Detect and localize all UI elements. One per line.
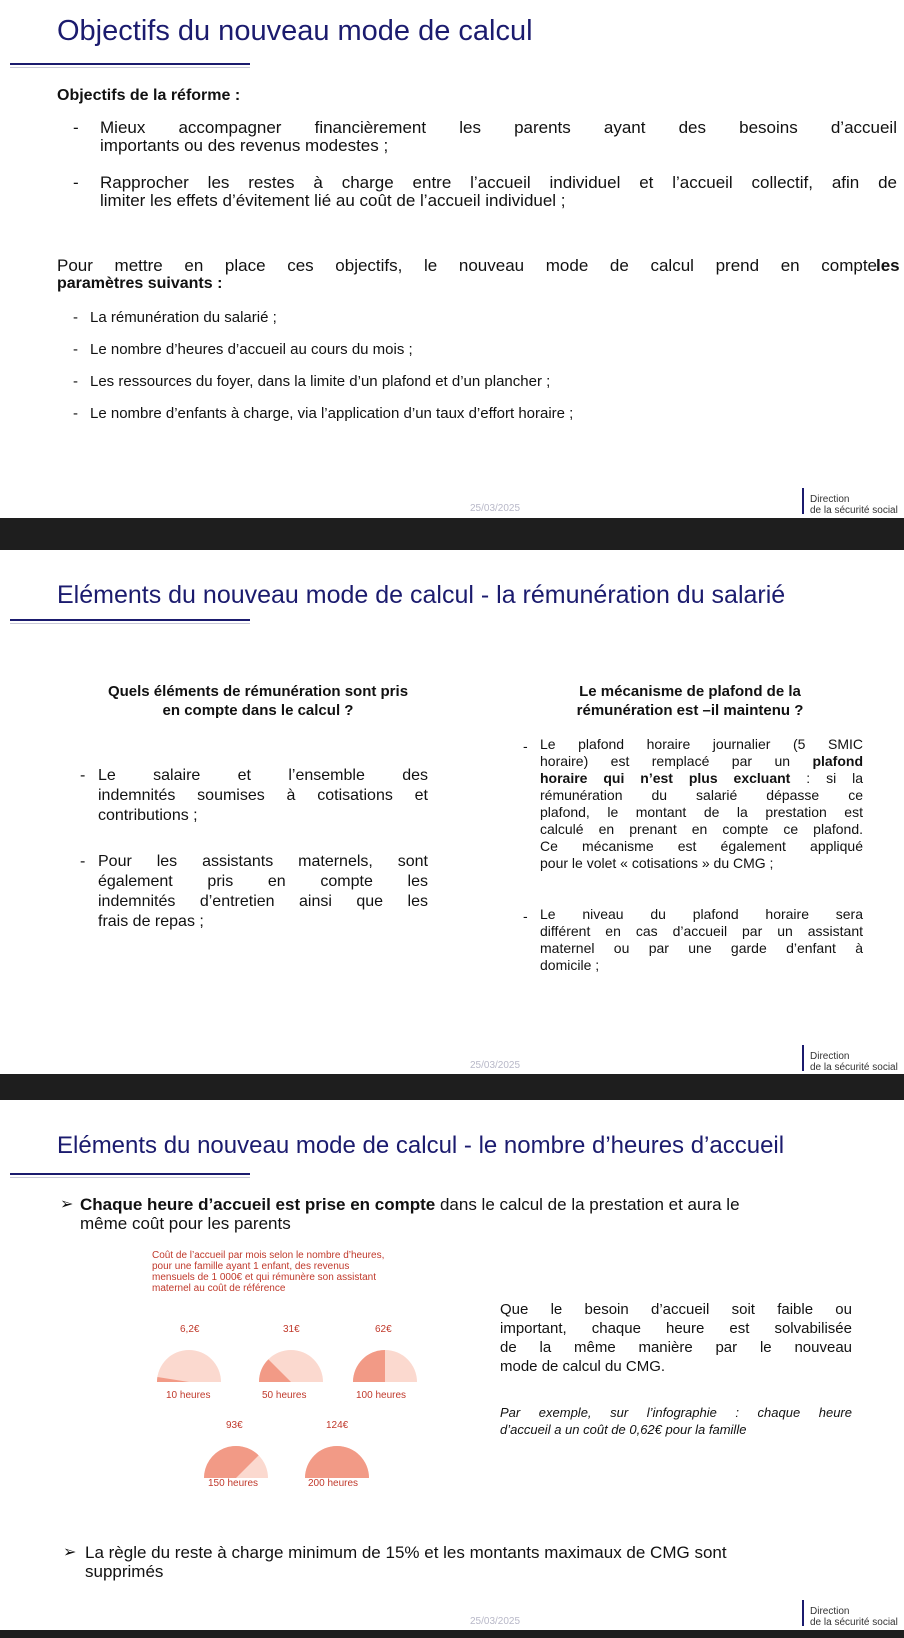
bullet-dash: - — [73, 341, 78, 358]
bullet-dash: - — [73, 173, 79, 192]
footer-org: de la sécurité social — [810, 505, 898, 516]
section-heading: Objectifs de la réforme : — [57, 87, 241, 104]
slide-title: Eléments du nouveau mode de calcul - le nombre d’heures d’accueil — [57, 1132, 785, 1159]
bullet-dash: - — [80, 853, 86, 870]
pie-chart-100h — [352, 1342, 418, 1384]
slide-objectifs — [0, 0, 904, 518]
plafond-item: Le niveau du plafond horaire sera différent en cas d’accueil par un assistant maternel ou par une garde d’enfant à domicile ; — [540, 906, 863, 973]
bullet-dash: - — [523, 908, 528, 924]
slide-title: Eléments du nouveau mode de calcul - la rémunération du salarié — [57, 581, 786, 609]
column-heading-right: Le mécanisme de plafond de la rémunération est –il maintenu ? — [576, 683, 804, 719]
column-heading-left: Quels éléments de rémunération sont pris en compte dans le calcul ? — [107, 683, 409, 719]
parameter-item: Le nombre d’heures d’accueil au cours du mois ; — [90, 341, 413, 358]
parameter-item: Le nombre d’enfants à charge, via l’application d’un taux d’effort horaire ; — [90, 405, 574, 422]
remuneration-item: Le salaire et l’ensemble des indemnités soumises à cotisations et contributions ; — [98, 767, 428, 824]
example-text: Par exemple, sur l’infographie : chaque heure d’accueil a un coût de 0,62€ pour la famille — [500, 1405, 852, 1437]
title-underline — [10, 619, 250, 621]
objective-line: limiter les effets d’évitement lié au coût de l’accueil individuel ; — [100, 191, 566, 210]
point-text: Chaque heure d’accueil est prise en compte dans le calcul de la prestation et aura le — [80, 1195, 740, 1214]
pie-slice — [305, 1446, 369, 1478]
title-underline — [10, 1173, 250, 1175]
intro-text-bold: paramètres suivants : — [57, 275, 223, 292]
pie-value: 93€ — [226, 1420, 243, 1431]
pie-value: 62€ — [375, 1324, 392, 1335]
footer-org: Direction — [810, 494, 850, 505]
pie-label: 10 heures — [166, 1390, 211, 1401]
footer-divider — [802, 488, 804, 514]
footer-divider — [802, 1600, 804, 1626]
bullet-dash: - — [73, 405, 78, 422]
pie-chart-50h — [258, 1342, 324, 1384]
footer-org: Direction — [810, 1051, 850, 1062]
footer-org: Direction — [810, 1606, 850, 1617]
bullet-dash: - — [73, 309, 78, 326]
pie-chart-200h — [304, 1438, 370, 1480]
footer-date: 25/03/2025 — [470, 503, 521, 514]
pie-label: 200 heures — [308, 1478, 359, 1489]
slide-remuneration — [0, 550, 904, 1074]
parameter-item: La rémunération du salarié ; — [90, 309, 277, 326]
plafond-item: Le plafond horaire journalier (5 SMIC horaire) est remplacé par un plafond horaire qui n’est plus excluant : si la rémunération du salarié dépasse ce plafond, le montant de la prestation est calculé en prenant en compte ce plafond. Ce mécanisme est également appliqué pour le volet « cotisations » du CMG ; — [540, 736, 863, 871]
point-text: La règle du reste à charge minimum de 15% et les montants maximaux de CMG sont — [85, 1543, 727, 1562]
slide-title: Objectifs du nouveau mode de calcul — [57, 15, 533, 47]
slide-heures-accueil — [0, 1100, 904, 1630]
title-underline-shadow — [10, 67, 250, 68]
intro-text: Pour mettre en place ces objectifs, le nouveau mode de calcul prend en compte — [57, 256, 877, 275]
footer-divider — [802, 1045, 804, 1071]
objective-line: importants ou des revenus modestes ; — [100, 136, 389, 155]
bullet-dash: - — [73, 118, 79, 137]
pie-label: 150 heures — [208, 1478, 259, 1489]
title-underline-shadow — [10, 1177, 250, 1178]
remuneration-item: Pour les assistants maternels, sont également pris en compte les indemnités d’entretien ainsi que les frais de repas ; — [98, 853, 428, 930]
title-underline-shadow — [10, 623, 250, 624]
footer-org: de la sécurité social — [810, 1062, 898, 1073]
pie-label: 50 heures — [262, 1390, 307, 1401]
pie-chart-150h — [203, 1438, 269, 1480]
bullet-dash: - — [523, 738, 528, 754]
pie-value: 124€ — [326, 1420, 349, 1431]
bullet-dash: - — [80, 767, 86, 784]
pie-base — [157, 1350, 221, 1382]
bullet-dash: - — [73, 373, 78, 390]
objective-line: Mieux accompagner financièrement les parents ayant des besoins d’accueil — [100, 118, 897, 137]
footer-date: 25/03/2025 — [470, 1616, 521, 1627]
pie-value: 31€ — [283, 1324, 300, 1335]
footer-date: 25/03/2025 — [470, 1060, 521, 1071]
footer-org: de la sécurité social — [810, 1617, 898, 1628]
parameter-item: Les ressources du foyer, dans la limite d’un plafond et d’un plancher ; — [90, 373, 551, 390]
title-underline — [10, 63, 250, 65]
infographic-caption: Coût de l’accueil par mois selon le nombre d’heures, pour une famille ayant 1 enfant, des revenus mensuels de 1 000€ et qui rémunère son assistant maternel au coût de référence — [152, 1250, 385, 1294]
pie-slice — [353, 1350, 385, 1382]
point-text: même coût pour les parents — [80, 1214, 291, 1233]
pie-value: 6,2€ — [180, 1324, 200, 1335]
pie-chart-10h — [156, 1342, 222, 1384]
objective-line: Rapprocher les restes à charge entre l’accueil individuel et l’accueil collectif, afin de — [100, 173, 897, 192]
explanation-text: Que le besoin d’accueil soit faible ou important, chaque heure est solvabilisée de la même manière par le nouveau mode de calcul du CMG. — [500, 1301, 852, 1375]
pie-label: 100 heures — [356, 1390, 407, 1401]
intro-text-bold: les — [876, 256, 900, 275]
arrow-bullet-icon: ➢ — [63, 1544, 77, 1561]
point-text: supprimés — [85, 1562, 164, 1581]
arrow-bullet-icon: ➢ — [60, 1196, 74, 1213]
